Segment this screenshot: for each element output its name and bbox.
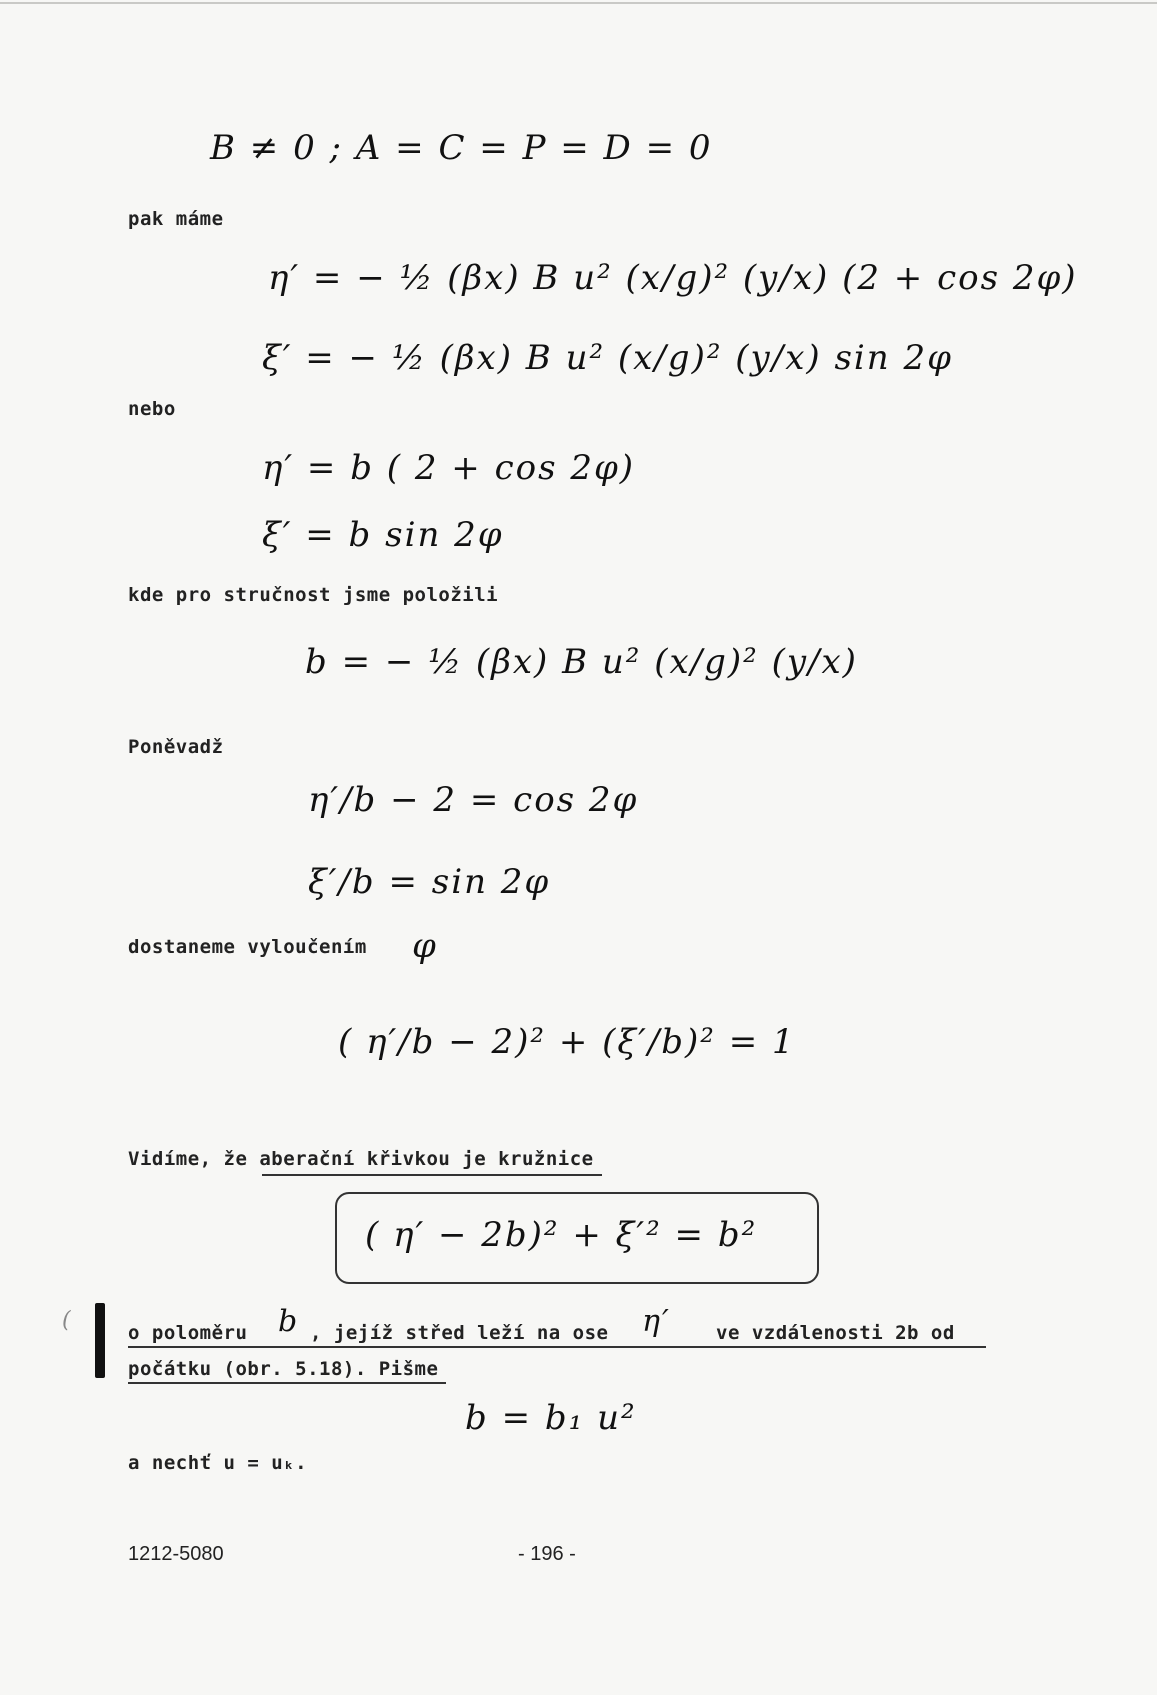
equation-eta-prime-1: η′ = − ½ (βx) B u² (x/g)² (y/x) (2 + cos 2φ)	[268, 258, 1078, 298]
text-pocatku: počátku (obr. 5.18). Pišme	[128, 1358, 439, 1380]
symbol-phi: φ	[412, 926, 438, 966]
symbol-eta-prime-axis: η′	[642, 1304, 671, 1339]
footer-code: 1212-5080	[128, 1543, 224, 1565]
equation-eta-prime-2: η′ = b ( 2 + cos 2φ)	[262, 448, 636, 488]
text-vidime: Vidíme, že aberační křivkou je kružnice	[128, 1148, 594, 1170]
text-kde-pro-strucnost: kde pro stručnost jsme položili	[128, 584, 499, 606]
text-ponevadz: Poněvadž	[128, 736, 224, 758]
equation-cos: η′/b − 2 = cos 2φ	[308, 780, 639, 820]
underline-pocatku	[128, 1382, 446, 1384]
underline-o-polomeru	[128, 1346, 986, 1348]
underline-aberacni-krivkou	[262, 1174, 602, 1176]
text-ve-vzdalenosti: ve vzdálenosti 2b od	[716, 1322, 955, 1344]
symbol-b-radius: b	[278, 1304, 300, 1339]
margin-annotation-mark: (	[62, 1308, 71, 1333]
equation-b-b1: b = b₁ u²	[465, 1398, 637, 1438]
equation-xi-prime-2: ξ′ = b sin 2φ	[262, 515, 504, 555]
equation-conditions: B ≠ 0 ; A = C = P = D = 0	[210, 128, 713, 168]
scan-top-edge	[0, 2, 1157, 4]
text-dostaneme-vyloucenim: dostaneme vyloučením	[128, 936, 367, 958]
page-number: - 196 -	[518, 1543, 576, 1565]
text-jejiz-stred: , jejíž střed leží na ose	[310, 1322, 609, 1344]
equation-sin: ξ′/b = sin 2φ	[308, 862, 551, 902]
text-nebo: nebo	[128, 398, 176, 420]
equation-circle-boxed: ( η′ − 2b)² + ξ′² = b²	[365, 1215, 758, 1255]
text-o-polomeru: o poloměru	[128, 1322, 248, 1344]
text-a-nech: a nechť u = uₖ.	[128, 1452, 308, 1474]
equation-xi-prime-1: ξ′ = − ½ (βx) B u² (x/g)² (y/x) sin 2φ	[262, 338, 953, 378]
equation-b-definition: b = − ½ (βx) B u² (x/g)² (y/x)	[305, 642, 858, 682]
equation-circle-normalized: ( η′/b − 2)² + (ξ′/b)² = 1	[338, 1022, 796, 1062]
text-pak-mame: pak máme	[128, 208, 224, 230]
margin-bar-mark	[95, 1303, 105, 1378]
